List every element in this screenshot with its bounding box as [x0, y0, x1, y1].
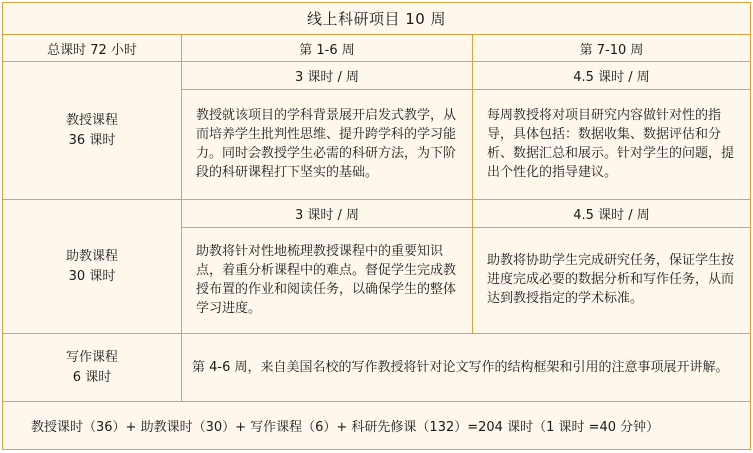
ta-rate-period2: 4.5 课时 / 周 [473, 200, 751, 228]
summary-row [3, 401, 751, 449]
course-hours: 30 课时 [68, 268, 116, 284]
course-schedule-table [2, 2, 751, 450]
period2-header: 第 7-10 周 [473, 34, 751, 62]
table-title: 线上科研项目 10 周 [3, 3, 751, 35]
description-text: 每周教授将对项目研究内容做针对性的指导，具体包括：数据收集、数据评估和分析、数据汇总和展示。针对学生的问题，提出个性化的指导建议。 [487, 107, 735, 180]
professor-desc-period1 [182, 89, 473, 199]
ta-desc-period1 [182, 228, 473, 334]
professor-rate-row [3, 62, 751, 90]
writing-desc: 第 4-6 周，来自美国名校的写作教授将针对论文写作的结构框架和引用的注意事项展开讲解。 [182, 334, 751, 402]
total-hours-header: 总课时 72 小时 [3, 34, 182, 62]
ta-rate-period1: 3 课时 / 周 [182, 200, 473, 228]
writing-course-cell [3, 334, 182, 402]
description-text: 助教将针对性地梳理教授课程中的重要知识点，着重分析课程中的难点。督促学生完成教授布置的作业和阅读任务，以确保学生的整体学习进度。 [196, 243, 457, 316]
description-text: 教授就该项目的学科背景展开启发式教学，从而培养学生批判性思维、提升跨学科的学习能力。同时会教授学生必需的科研方法，为下阶段的科研课程打下坚实的基础。 [196, 107, 457, 180]
header-row [3, 34, 751, 62]
professor-course-cell [3, 62, 182, 200]
professor-desc-period2 [473, 89, 751, 199]
description-text: 助教将协助学生完成研究任务，保证学生按进度完成必要的数据分析和写作任务，从而达到教授指定的学术标准。 [487, 253, 735, 307]
ta-course-cell [3, 200, 182, 334]
course-name: 写作课程 [65, 349, 118, 365]
professor-rate-period1: 3 课时 / 周 [182, 62, 473, 90]
course-hours: 6 课时 [72, 369, 112, 385]
title-row [3, 3, 751, 35]
ta-rate-row [3, 200, 751, 228]
ta-desc-period2 [473, 228, 751, 334]
course-name: 助教课程 [65, 248, 118, 264]
summary-text: 教授课时（36）+ 助教课时（30）+ 写作课程（6）+ 科研先修课（132）=204 课时（1 课时 =40 分钟） [3, 401, 751, 449]
course-hours: 36 课时 [68, 132, 116, 148]
writing-row [3, 334, 751, 402]
professor-rate-period2: 4.5 课时 / 周 [473, 62, 751, 90]
course-name: 教授课程 [65, 112, 118, 128]
period1-header: 第 1-6 周 [182, 34, 473, 62]
